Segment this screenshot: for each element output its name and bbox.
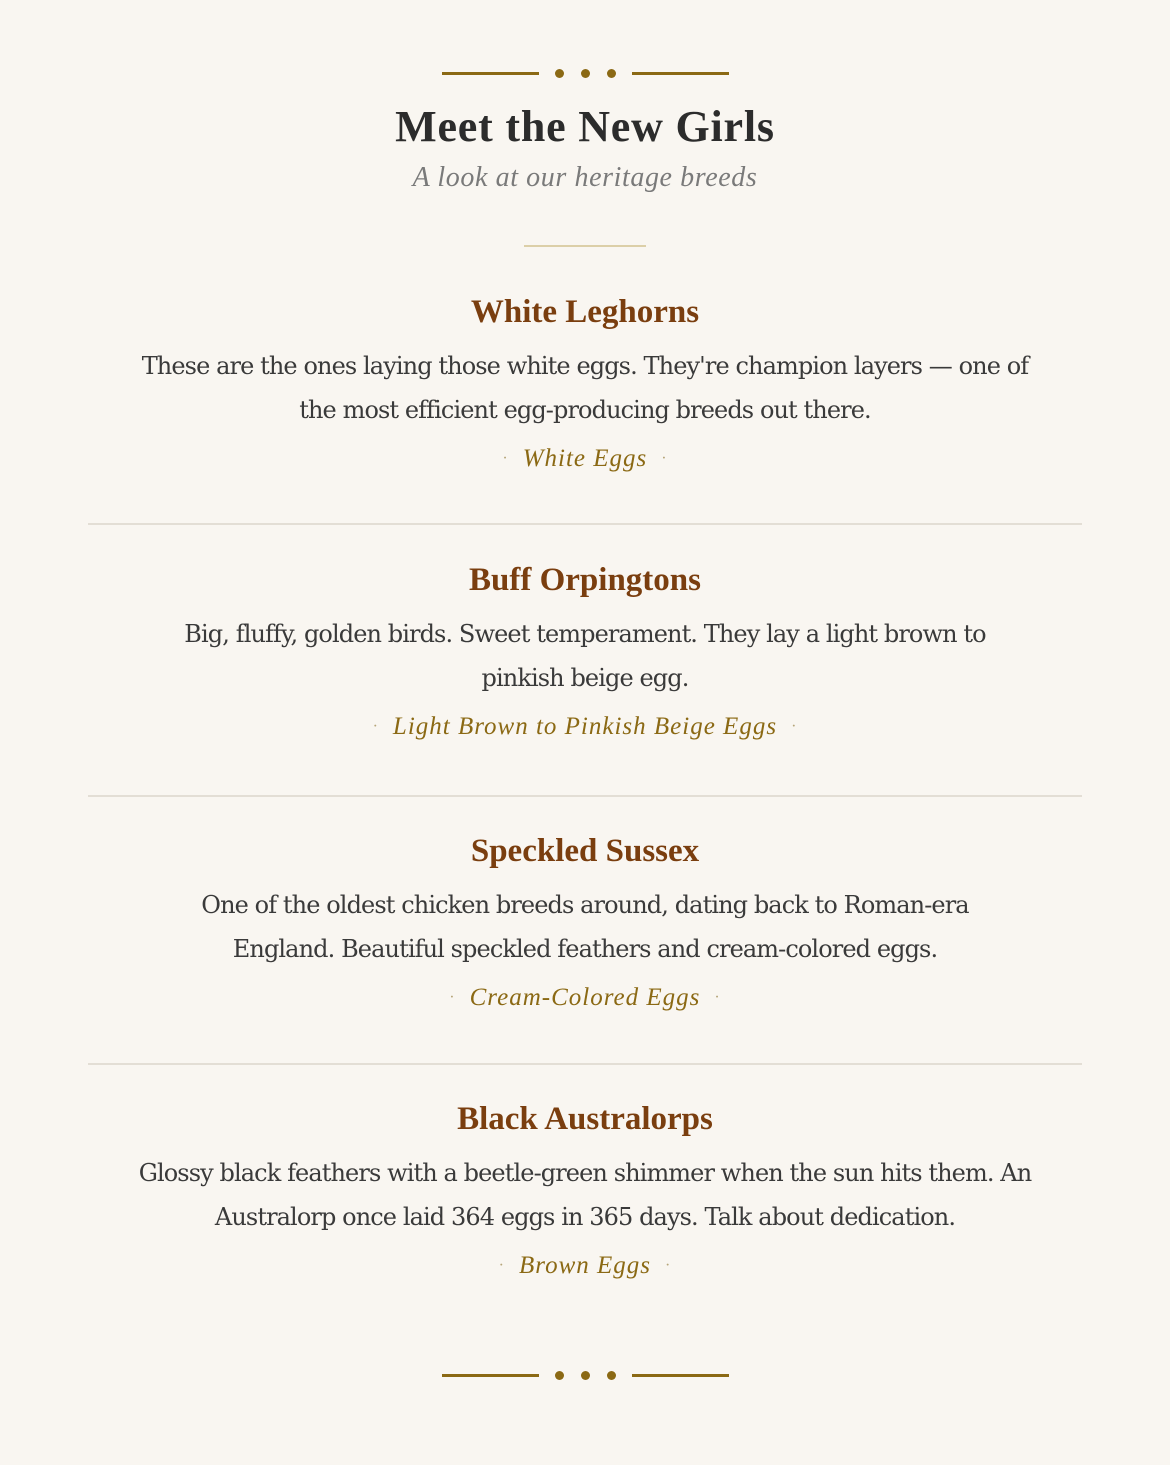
- breed-name: Buff Orpingtons: [469, 562, 701, 598]
- section-divider: [88, 523, 1082, 525]
- ornament-line-left: [442, 72, 539, 75]
- egg-color-tag: [88, 710, 1082, 747]
- breed-description: Big, fluffy, golden birds. Sweet temperament. They lay a light brown to pinkish beige egg.: [184, 620, 986, 692]
- page-subtitle: A look at our heritage breeds: [412, 162, 758, 193]
- ornament-dot: [555, 69, 564, 78]
- title-rule: [524, 245, 646, 247]
- breed-section-black-australorps: [88, 1099, 1082, 1286]
- ornament-dots: [555, 1371, 616, 1380]
- breed-description: One of the oldest chicken breeds around, dating back to Roman-era England. Beautiful speckled feathers and cream-colored eggs.: [201, 891, 969, 963]
- ornament-dot: [555, 1371, 564, 1380]
- ornament-line-right: [632, 1374, 729, 1377]
- separator-dot: ·: [502, 450, 509, 467]
- egg-color-label: Brown Eggs: [519, 1252, 651, 1279]
- separator-dot: ·: [665, 1257, 672, 1274]
- egg-color-label: Cream-Colored Eggs: [469, 984, 701, 1011]
- separator-dot: ·: [714, 989, 721, 1006]
- breed-section-white-leghorns: [88, 292, 1082, 479]
- ornament-dot: [581, 69, 590, 78]
- separator-dot: ·: [791, 718, 798, 735]
- breed-name: Speckled Sussex: [470, 833, 700, 869]
- section-divider: [88, 1063, 1082, 1065]
- separator-dot: ·: [449, 989, 456, 1006]
- top-ornament: [0, 68, 1170, 78]
- breed-description: Glossy black feathers with a beetle-green shimmer when the sun hits them. An Australorp once laid 364 eggs in 365 days. Talk about dedication.: [138, 1159, 1032, 1231]
- breed-description: These are the ones laying those white eggs. They're champion layers — one of the most efficient egg-producing breeds out there.: [141, 352, 1029, 424]
- page-title: Meet the New Girls: [395, 102, 775, 151]
- bottom-ornament: [0, 1370, 1170, 1380]
- section-divider: [88, 795, 1082, 797]
- ornament-line-right: [632, 72, 729, 75]
- egg-color-tag: [88, 442, 1082, 479]
- egg-color-tag: [88, 981, 1082, 1018]
- egg-color-label: White Eggs: [522, 445, 648, 472]
- separator-dot: ·: [661, 450, 668, 467]
- ornament-dot: [607, 1371, 616, 1380]
- breed-section-buff-orpingtons: [88, 560, 1082, 747]
- egg-color-tag: [88, 1249, 1082, 1286]
- ornament-dot: [607, 69, 616, 78]
- separator-dot: ·: [498, 1257, 505, 1274]
- ornament-dot: [581, 1371, 590, 1380]
- breed-name: White Leghorns: [470, 294, 700, 330]
- separator-dot: ·: [372, 718, 379, 735]
- ornament-dots: [555, 69, 616, 78]
- ornament-line-left: [442, 1374, 539, 1377]
- breed-name: Black Australorps: [457, 1101, 713, 1137]
- breed-section-speckled-sussex: [88, 831, 1082, 1018]
- egg-color-label: Light Brown to Pinkish Beige Eggs: [392, 713, 778, 740]
